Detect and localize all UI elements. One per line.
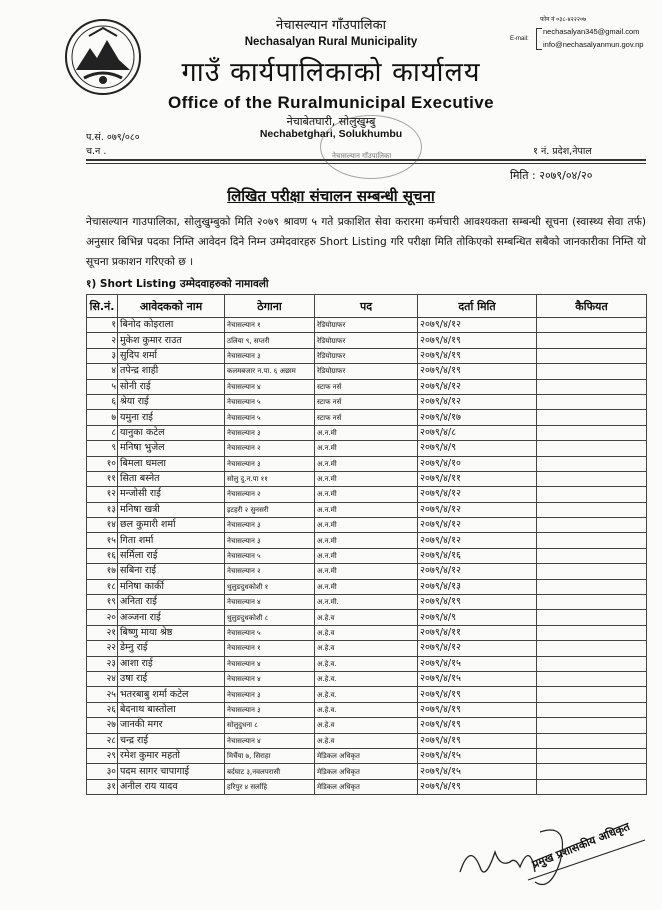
cell-serial: ३१ [87, 779, 118, 794]
cell-address: ठलिया ९, सप्तरी [225, 333, 315, 348]
table-row [87, 656, 647, 671]
cell-address: नेचासल्यान ५ [225, 625, 315, 640]
cell-date: २०७९/४/१२ [418, 487, 537, 502]
cell-date: २०७९/४/१२ [418, 533, 537, 548]
cell-serial: ३० [87, 764, 118, 779]
table-row [87, 456, 647, 471]
cell-remarks [537, 610, 647, 625]
cell-post: अ.न.मी [315, 518, 418, 533]
cell-date: २०७९/४/९ [418, 441, 537, 456]
cell-post: अ.न.मी [315, 502, 418, 517]
cell-remarks [537, 456, 647, 471]
cell-name: मनिषा खत्री [118, 502, 225, 517]
cell-serial: २३ [87, 656, 118, 671]
cell-serial: १८ [87, 579, 118, 594]
table-row [87, 564, 647, 579]
cell-serial: ४ [87, 364, 118, 379]
phone-number: फोन नं ०३८-४२२२०७ [540, 17, 587, 23]
cell-post: अ.न.मी [315, 471, 418, 486]
cell-address: नेचासल्यान ५ [225, 410, 315, 425]
table-row [87, 394, 647, 409]
cell-address: नेचासल्यान ३ [225, 348, 315, 363]
cell-post: स्टाफ नर्स [315, 379, 418, 394]
notice-body: नेचासल्यान गाउपालिका, सोलुखुम्बुको मिति २०७९ श्रावण ५ गते प्रकाशित सेवा करारमा कर्मचारी आवश्यकता सम्बन्धी सूचना (स्वास्थ्य सेवा तर्फ) अनुसार बिभिन्न पदका निम्ति आवेदन दिने निम्न उम्मेदवारहरु Short Listing गरि परीक्षा मिति तोकिएको सम्बन्धित सबैको जानकारीका निम्ति यो सूचना प्रकाशन गरिएको छ । [86, 216, 646, 268]
cell-address: नेचासल्यान ३ [225, 456, 315, 471]
cell-post: अ.न.मी. [315, 595, 418, 610]
table-row [87, 764, 647, 779]
cell-post: अ.हे.व [315, 718, 418, 733]
cell-post: स्टाफ नर्स [315, 410, 418, 425]
cell-post: अ.न.मी [315, 441, 418, 456]
cell-post: अ.हे.व [315, 641, 418, 656]
cell-remarks [537, 733, 647, 748]
cell-name: सबिना राई [118, 564, 225, 579]
cell-serial: २० [87, 610, 118, 625]
cell-serial: ११ [87, 471, 118, 486]
cell-serial: ३ [87, 348, 118, 363]
email-label: E-mail: [510, 36, 529, 42]
table-row [87, 595, 647, 610]
table-row [87, 718, 647, 733]
cell-serial: ८ [87, 425, 118, 440]
np-municipality-name: नेचासल्यान गाँउपालिका [276, 18, 386, 33]
cell-address: नेचासल्यान ३ [225, 518, 315, 533]
cell-post: मेडिकल अधिकृत [315, 779, 418, 794]
cell-date: २०७९/४/१९ [418, 687, 537, 702]
cell-serial: ५ [87, 379, 118, 394]
cell-date: २०७९/४/१९ [418, 364, 537, 379]
cell-name: चन्द्र राई [118, 733, 225, 748]
cell-name: रमेश कुमार महतो [118, 748, 225, 763]
cell-remarks [537, 718, 647, 733]
cell-serial: २९ [87, 748, 118, 763]
cell-address: नेचासल्यान ३ [225, 702, 315, 717]
cell-name: मनिषा कार्की [118, 579, 225, 594]
table-row [87, 348, 647, 363]
cell-date: २०७९/४/१२ [418, 564, 537, 579]
cell-date: २०७९/४/१२ [418, 394, 537, 409]
cell-name: सुदिप शर्मा [118, 348, 225, 363]
cell-date: २०७९/४/१९ [418, 702, 537, 717]
cell-name: बेदनाथ बास्तोला [118, 702, 225, 717]
cell-remarks [537, 625, 647, 640]
cell-remarks [537, 379, 647, 394]
cell-serial: २६ [87, 702, 118, 717]
table-row [87, 487, 647, 502]
cell-date: २०७९/४/८ [418, 425, 537, 440]
table-row [87, 364, 647, 379]
candidate-table [86, 294, 647, 795]
cell-address: नेचासल्यान १ [225, 318, 315, 333]
table-row [87, 318, 647, 333]
cell-remarks [537, 779, 647, 794]
cell-name: मनिषा भुजेल [118, 441, 225, 456]
cell-name: मन्जोसी राई [118, 487, 225, 502]
cell-address: नेचासल्यान ४ [225, 656, 315, 671]
table-row [87, 533, 647, 548]
cell-address: थुलुङदुधकोशी ८ [225, 610, 315, 625]
cell-address: मिर्चैया ७, सिराहा [225, 748, 315, 763]
cell-address: कलमबजार न.पा. ६ अछाम [225, 364, 315, 379]
cell-address: नेचासल्यान ४ [225, 733, 315, 748]
cell-address: सोलु दु.न.पा ११ [225, 471, 315, 486]
cell-remarks [537, 425, 647, 440]
cell-post: अ.हे.व. [315, 702, 418, 717]
cell-name: गिता शर्मा [118, 533, 225, 548]
email-address-1[interactable]: nechasalyan345@gmail.com [543, 27, 640, 36]
cell-serial: १२ [87, 487, 118, 502]
cell-remarks [537, 364, 647, 379]
cell-remarks [537, 348, 647, 363]
cell-name: सर्मिला राई [118, 548, 225, 563]
table-row [87, 702, 647, 717]
table-row [87, 425, 647, 440]
cell-remarks [537, 333, 647, 348]
col-header-address: ठेगाना [225, 295, 315, 318]
cell-serial: १३ [87, 502, 118, 517]
cell-address: इटहरी २ सुनसरी [225, 502, 315, 517]
cell-address: नेचासल्यान २ [225, 441, 315, 456]
cell-serial: २२ [87, 641, 118, 656]
cell-name: यानुका कटेल [118, 425, 225, 440]
cell-address: नेचासल्यान ४ [225, 595, 315, 610]
table-row [87, 333, 647, 348]
cell-remarks [537, 533, 647, 548]
cell-post: रेडियोग्राफर [315, 364, 418, 379]
cell-post: अ.न.मी [315, 579, 418, 594]
cell-remarks [537, 548, 647, 563]
cell-remarks [537, 318, 647, 333]
cell-name: अनिता राई [118, 595, 225, 610]
col-header-remarks: कैफियत [537, 295, 647, 318]
cell-remarks [537, 471, 647, 486]
cell-remarks [537, 394, 647, 409]
cell-serial: २४ [87, 671, 118, 686]
cell-address: नेचासल्यान २ [225, 487, 315, 502]
cell-name: पदम सागर चापागाई [118, 764, 225, 779]
cell-post: मेडिकल अधिकृत [315, 764, 418, 779]
cell-date: २०७९/४/१५ [418, 671, 537, 686]
cell-name: सिता बस्नेत [118, 471, 225, 486]
cell-post: अ.हे.व [315, 610, 418, 625]
province-label: १ नं. प्रदेश,नेपाल [533, 146, 592, 157]
cell-date: २०७९/४/१२ [418, 318, 537, 333]
cell-serial: ७ [87, 410, 118, 425]
table-row [87, 579, 647, 594]
cell-remarks [537, 748, 647, 763]
cell-address: नेचासल्यान १ [225, 641, 315, 656]
cell-serial: २ [87, 333, 118, 348]
cell-name: बिष्णु माया श्रेष्ठ [118, 625, 225, 640]
cell-serial: २७ [87, 718, 118, 733]
cell-post: रेडियोग्राफर [315, 333, 418, 348]
cell-address: नेचासल्यान ३ [225, 687, 315, 702]
cell-post: अ.न.मी [315, 533, 418, 548]
cell-date: २०७९/४/१२ [418, 641, 537, 656]
cell-address: नेचासल्यान ५ [225, 394, 315, 409]
cell-address: नेचासल्यान २ [225, 564, 315, 579]
cell-date: २०७९/४/१९ [418, 333, 537, 348]
cell-serial: १५ [87, 533, 118, 548]
cell-remarks [537, 487, 647, 502]
cell-address: नेचासल्यान ४ [225, 379, 315, 394]
cell-date: २०७९/४/११ [418, 471, 537, 486]
cell-post: अ.न.मी [315, 487, 418, 502]
cell-name: श्रेया राई [118, 394, 225, 409]
col-header-name: आवेदकको नाम [118, 295, 225, 318]
cell-post: रेडियोग्राफर [315, 348, 418, 363]
en-municipality-name: Nechasalyan Rural Municipality [244, 36, 418, 48]
table-row [87, 779, 647, 794]
cell-serial: १७ [87, 564, 118, 579]
cell-serial: १६ [87, 548, 118, 563]
email-brace [536, 28, 542, 50]
cell-remarks [537, 764, 647, 779]
cell-name: डेम्नु राई [118, 641, 225, 656]
cell-serial: १९ [87, 595, 118, 610]
cell-serial: ९ [87, 441, 118, 456]
cell-name: भतरबाबु शर्मा कटेल [118, 687, 225, 702]
cell-name: मुकेश कुमार राउत [118, 333, 225, 348]
cell-name: उषा राई [118, 671, 225, 686]
cell-date: २०७९/४/१९ [418, 718, 537, 733]
cell-remarks [537, 564, 647, 579]
col-header-post: पद [315, 295, 418, 318]
reference-number: प.सं. ०७९/०८० [86, 132, 140, 143]
col-header-serial: सि.नं. [87, 295, 118, 318]
np-office-title: गाउँ कार्यपालिकाको कार्यालय [181, 57, 481, 88]
cell-date: २०७९/४/१२ [418, 518, 537, 533]
cell-name: सोनी राई [118, 379, 225, 394]
cell-remarks [537, 702, 647, 717]
cell-post: अ.न.मी [315, 425, 418, 440]
cell-remarks [537, 410, 647, 425]
cell-name: अञ्जना राई [118, 610, 225, 625]
cell-remarks [537, 656, 647, 671]
cell-name: अनील राय यादव [118, 779, 225, 794]
table-row [87, 610, 647, 625]
cell-name: जानकी मगर [118, 718, 225, 733]
cell-address: सोलुदुधना ८ [225, 718, 315, 733]
cell-name: तपेन्द्र शाही [118, 364, 225, 379]
cell-post: अ.न.मी [315, 548, 418, 563]
cell-remarks [537, 518, 647, 533]
table-row [87, 625, 647, 640]
cell-date: २०७९/४/१९ [418, 733, 537, 748]
office-stamp-icon [320, 115, 422, 179]
cell-name: बिमला धमला [118, 456, 225, 471]
cell-date: २०७९/४/१६ [418, 548, 537, 563]
cell-remarks [537, 441, 647, 456]
cell-serial: ६ [87, 394, 118, 409]
table-row [87, 671, 647, 686]
signatory-title: प्रमुख प्रशासकीय अधिकृत [530, 819, 632, 871]
cell-address: नेचासल्यान ३ [225, 533, 315, 548]
notice-date: मिति : २०७९/०४/२० [510, 169, 593, 182]
cell-serial: २८ [87, 733, 118, 748]
cell-address: नेचासल्यान ५ [225, 548, 315, 563]
table-row [87, 748, 647, 763]
table-row [87, 502, 647, 517]
cell-name: छल कुमारी शर्मा [118, 518, 225, 533]
cell-post: रेडियोग्राफर [315, 318, 418, 333]
email-address-2[interactable]: info@nechasalyanmun.gov.np [543, 40, 644, 49]
col-header-date: दर्ता मिति [418, 295, 537, 318]
cell-date: २०७९/४/१३ [418, 579, 537, 594]
cell-address: नेचासल्यान ४ [225, 671, 315, 686]
en-office-title: Office of the Ruralmunicipal Executive [168, 93, 494, 112]
cell-address: बर्दघाट ३,नवलपरासी [225, 764, 315, 779]
cell-date: २०७९/४/१० [418, 456, 537, 471]
dispatch-number: च.न . [86, 146, 107, 157]
np-place: नेचाबेतघारी, सोलुखुम्बु [286, 115, 376, 128]
cell-remarks [537, 595, 647, 610]
cell-serial: १४ [87, 518, 118, 533]
table-row [87, 687, 647, 702]
cell-date: २०७९/४/१५ [418, 656, 537, 671]
cell-post: अ.हे.व. [315, 656, 418, 671]
cell-serial: २१ [87, 625, 118, 640]
table-row [87, 471, 647, 486]
table-row [87, 410, 647, 425]
notice-title: लिखित परीक्षा संचालन सम्बन्धी सूचना [227, 187, 435, 205]
cell-name: बिनोद कोइराला [118, 318, 225, 333]
table-row [87, 441, 647, 456]
cell-post: अ.हे.व [315, 733, 418, 748]
shortlist-heading: १) Short Listing उम्मेदवाहरुको नामावली [86, 278, 269, 290]
cell-post: अ.हे.व [315, 625, 418, 640]
cell-date: २०७९/४/१५ [418, 764, 537, 779]
cell-address: नेचासल्यान ३ [225, 425, 315, 440]
cell-remarks [537, 671, 647, 686]
cell-name: आशा राई [118, 656, 225, 671]
cell-remarks [537, 579, 647, 594]
table-row [87, 641, 647, 656]
en-place: Nechabetghari, Solukhumbu [259, 128, 403, 140]
cell-post: मेडिकल अधिकृत [315, 748, 418, 763]
cell-serial: २५ [87, 687, 118, 702]
cell-remarks [537, 641, 647, 656]
table-row [87, 379, 647, 394]
cell-name: यमुना राई [118, 410, 225, 425]
cell-post: अ.न.मी [315, 564, 418, 579]
cell-post: अ.हे.व. [315, 671, 418, 686]
table-row [87, 733, 647, 748]
cell-post: अ.न.मी [315, 456, 418, 471]
cell-post: स्टाफ नर्स [315, 394, 418, 409]
cell-date: २०७९/४/१२ [418, 379, 537, 394]
table-row [87, 548, 647, 563]
cell-address: थुलुङदुधकोशी १ [225, 579, 315, 594]
cell-date: २०७९/४/१९ [418, 595, 537, 610]
cell-date: २०७९/४/१२ [418, 502, 537, 517]
cell-date: २०७९/४/१९ [418, 348, 537, 363]
cell-date: २०७९/४/१९ [418, 779, 537, 794]
cell-date: २०७९/४/११ [418, 625, 537, 640]
cell-serial: १ [87, 318, 118, 333]
cell-remarks [537, 687, 647, 702]
table-header-row [87, 295, 647, 318]
cell-post: अ.हे.व. [315, 687, 418, 702]
stamp-text: नेचासल्यान गाँउपालिका [332, 152, 392, 160]
cell-date: २०७९/४/१७ [418, 410, 537, 425]
cell-serial: १० [87, 456, 118, 471]
cell-date: २०७९/४/१५ [418, 748, 537, 763]
table-row [87, 518, 647, 533]
cell-remarks [537, 502, 647, 517]
cell-address: हरिपुर ४ सर्लाहि [225, 779, 315, 794]
cell-date: २०७९/४/९ [418, 610, 537, 625]
